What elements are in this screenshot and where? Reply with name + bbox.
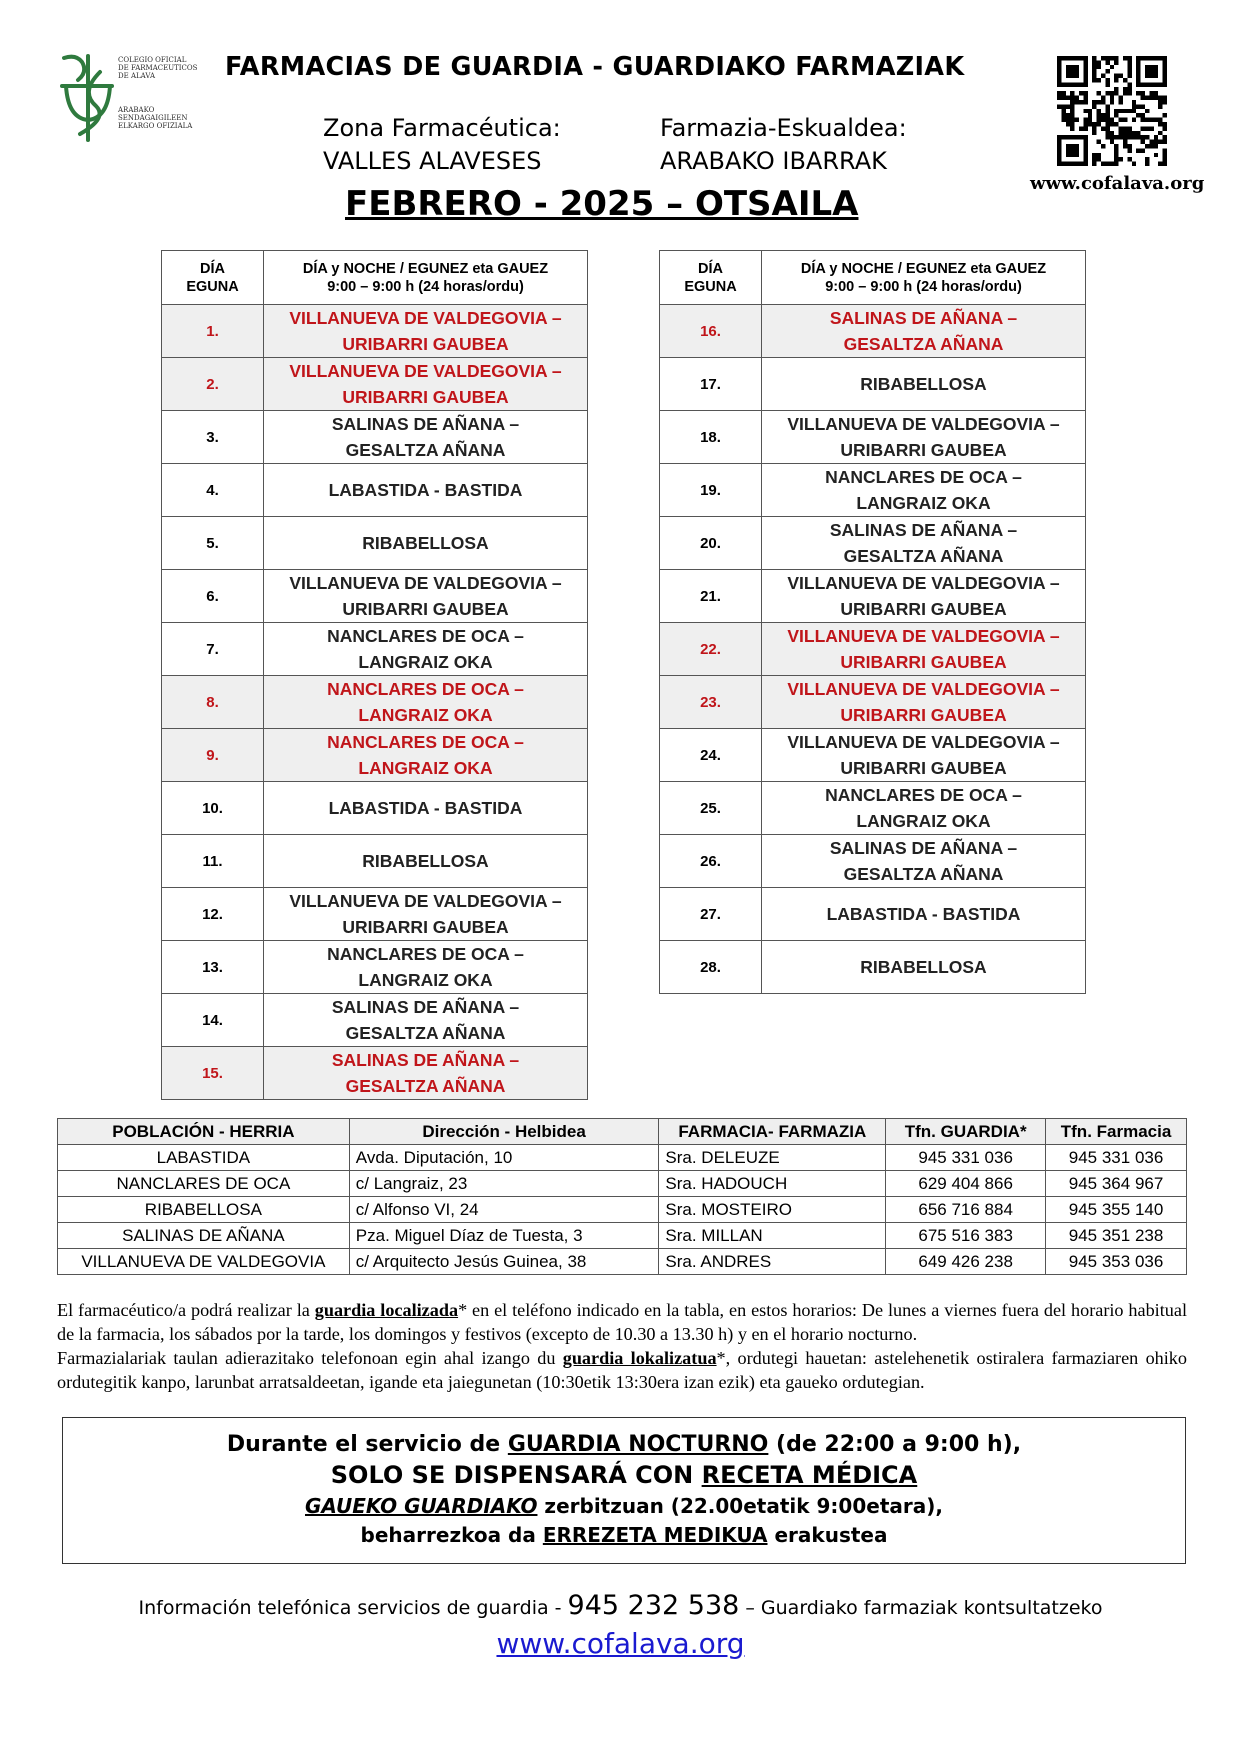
pharmacy-location-cell	[762, 411, 1086, 464]
pharmacy-location-cell	[264, 676, 588, 729]
pharmacy-location-cell	[264, 464, 588, 517]
day-cell: 21.	[660, 570, 762, 623]
day-cell: 27.	[660, 888, 762, 941]
pharmacy-phone-cell[interactable]: 945 351 238	[1046, 1223, 1187, 1249]
day-cell: 25.	[660, 782, 762, 835]
location-line-1: SALINAS DE AÑANA –	[331, 1050, 520, 1070]
calendar-header-row	[162, 251, 588, 305]
calendar-row	[660, 623, 1086, 676]
calendar-row	[660, 941, 1086, 994]
location-line-1: NANCLARES DE OCA –	[825, 467, 1022, 487]
logo-text-3: DE ALAVA	[118, 72, 155, 80]
calendar-row	[660, 305, 1086, 358]
table-row	[58, 1171, 1187, 1197]
night-l4c: erakustea	[767, 1523, 888, 1547]
pharmacy-location-cell	[264, 570, 588, 623]
website-link[interactable]: www.cofalava.org	[496, 1627, 745, 1660]
calendar-header-row	[660, 251, 1086, 305]
location-line-1: VILLANUEVA DE VALDEGOVIA –	[787, 414, 1060, 434]
table-row	[58, 1223, 1187, 1249]
night-l1b: GUARDIA NOCTURNO	[507, 1432, 769, 1457]
day-cell: 26.	[660, 835, 762, 888]
pharmacy-location-cell	[264, 623, 588, 676]
pharmacy-cell: Sra. MOSTEIRO	[659, 1197, 886, 1223]
address-cell: c/ Langraiz, 23	[349, 1171, 659, 1197]
pharmacy-location-cell	[264, 941, 588, 994]
pharmacy-location-cell	[762, 676, 1086, 729]
location-line-1: VILLANUEVA DE VALDEGOVIA –	[289, 573, 562, 593]
day-cell: 18.	[660, 411, 762, 464]
location-line-2: LANGRAIZ OKA	[358, 970, 493, 990]
location-line-1: VILLANUEVA DE VALDEGOVIA –	[787, 679, 1060, 699]
location-line-1: RIBABELLOSA	[860, 957, 987, 977]
zone-label-eu: Farmazia-Eskualdea:	[660, 114, 907, 142]
pharmacy-location-cell	[264, 835, 588, 888]
col-guard-phone: Tfn. GUARDIA*	[886, 1119, 1046, 1145]
calendar-row	[660, 782, 1086, 835]
qr-code-icon[interactable]	[1057, 56, 1167, 166]
calendar-table-right	[659, 250, 1086, 994]
night-l2a: SOLO SE DISPENSARÁ CON	[330, 1461, 702, 1489]
address-cell: c/ Arquitecto Jesús Guinea, 38	[349, 1249, 659, 1275]
pharmacy-location-cell	[762, 729, 1086, 782]
calendar-row	[162, 994, 588, 1047]
calendar-row	[660, 835, 1086, 888]
address-cell: c/ Alfonso VI, 24	[349, 1197, 659, 1223]
logo-text-1: COLEGIO OFICIAL	[118, 56, 187, 64]
logo-text-4: ARABAKO	[118, 106, 155, 114]
day-column-header	[660, 251, 762, 305]
day-header-es: DÍA	[698, 260, 723, 277]
day-cell: 9.	[162, 729, 264, 782]
location-line-1: LABASTIDA - BASTIDA	[328, 798, 523, 818]
calendar-row	[162, 358, 588, 411]
calendar-row	[660, 729, 1086, 782]
location-line-1: VILLANUEVA DE VALDEGOVIA –	[289, 891, 562, 911]
pharmacy-phone-cell[interactable]: 945 355 140	[1046, 1197, 1187, 1223]
calendar-row	[162, 623, 588, 676]
location-line-2: GESALTZA AÑANA	[345, 440, 506, 460]
day-cell: 3.	[162, 411, 264, 464]
day-cell: 22.	[660, 623, 762, 676]
day-cell: 5.	[162, 517, 264, 570]
location-line-2: URIBARRI GAUBEA	[840, 599, 1007, 619]
day-header-es: DÍA	[200, 260, 225, 277]
table-row	[58, 1249, 1187, 1275]
calendar-row	[162, 1047, 588, 1100]
calendar-row	[660, 358, 1086, 411]
calendar-row	[162, 570, 588, 623]
location-line-2: URIBARRI GAUBEA	[342, 387, 509, 407]
night-line-4	[63, 1523, 1185, 1547]
location-line-2: LANGRAIZ OKA	[856, 811, 991, 831]
col-pharmacy-phone: Tfn. Farmacia	[1046, 1119, 1187, 1145]
day-cell: 2.	[162, 358, 264, 411]
info-text-b: – Guardiako farmaziak kontsultatzeko	[739, 1597, 1103, 1619]
pharmacy-cell: Sra. DELEUZE	[659, 1145, 886, 1171]
calendar-row	[660, 464, 1086, 517]
calendar-row	[162, 517, 588, 570]
day-cell: 8.	[162, 676, 264, 729]
pharmacy-location-cell	[762, 464, 1086, 517]
calendar-row	[162, 782, 588, 835]
location-line-1: SALINAS DE AÑANA –	[331, 414, 520, 434]
population-cell: LABASTIDA	[58, 1145, 350, 1171]
night-line-1	[63, 1432, 1185, 1457]
guard-phone-cell[interactable]: 629 404 866	[886, 1171, 1046, 1197]
address-cell: Avda. Diputación, 10	[349, 1145, 659, 1171]
pharmacy-location-cell	[264, 729, 588, 782]
col-pharmacy: FARMACIA- FARMAZIA	[659, 1119, 886, 1145]
pharmacy-location-cell	[264, 517, 588, 570]
location-line-2: LANGRAIZ OKA	[358, 652, 493, 672]
night-line-3	[63, 1494, 1185, 1518]
calendar-row	[162, 676, 588, 729]
location-line-1: SALINAS DE AÑANA –	[331, 997, 520, 1017]
pharmacy-location-cell	[264, 994, 588, 1047]
night-l4b: ERREZETA MEDIKUA	[542, 1523, 768, 1547]
calendar-row	[162, 941, 588, 994]
note-es-text-c: * en el teléfono indicado en la tabla, en estos horarios: De lunes a viernes fuera del horario habitual de la farmacia, los sábados por la tarde, los domingos y festivos (excepto de 10.30 a 13.30 h) y en el horario nocturno.	[57, 1300, 1188, 1344]
table-row	[58, 1145, 1187, 1171]
location-line-2: URIBARRI GAUBEA	[840, 758, 1007, 778]
calendar-row	[660, 570, 1086, 623]
day-cell: 14.	[162, 994, 264, 1047]
day-cell: 13.	[162, 941, 264, 994]
calendar-row	[162, 464, 588, 517]
location-line-2: URIBARRI GAUBEA	[342, 917, 509, 937]
pharmacy-table	[57, 1118, 1187, 1275]
location-line-1: VILLANUEVA DE VALDEGOVIA –	[787, 732, 1060, 752]
pharmacy-location-cell	[762, 888, 1086, 941]
location-line-2: LANGRAIZ OKA	[856, 493, 991, 513]
shift-column-header	[264, 251, 588, 305]
location-line-1: NANCLARES DE OCA –	[327, 679, 524, 699]
pharmacy-location-cell	[762, 782, 1086, 835]
calendar-row	[660, 411, 1086, 464]
info-text-a: Información telefónica servicios de guardia -	[138, 1597, 568, 1619]
day-cell: 10.	[162, 782, 264, 835]
pharmacy-location-cell	[264, 411, 588, 464]
shift-header-title: DÍA y NOCHE / EGUNEZ eta GAUEZ	[800, 260, 1047, 277]
note-eu-highlight: guardia lokalizatua	[562, 1348, 717, 1368]
location-line-2: GESALTZA AÑANA	[345, 1023, 506, 1043]
note-es-highlight: guardia localizada	[314, 1300, 459, 1320]
pharmacy-location-cell	[264, 888, 588, 941]
night-l1c: (de 22:00 a 9:00 h),	[768, 1432, 1022, 1457]
night-l3b: zerbitzuan (22.00etatik 9:00etara),	[537, 1494, 943, 1518]
night-service-box	[62, 1417, 1186, 1564]
pharmacy-location-cell	[762, 358, 1086, 411]
location-line-2: URIBARRI GAUBEA	[342, 599, 509, 619]
location-line-1: RIBABELLOSA	[362, 851, 489, 871]
day-cell: 24.	[660, 729, 762, 782]
logo-text-6: ELKARGO OFIZIALA	[118, 122, 193, 130]
calendar-row	[162, 888, 588, 941]
day-cell: 1.	[162, 305, 264, 358]
location-line-1: VILLANUEVA DE VALDEGOVIA –	[289, 361, 562, 381]
zone-value-es: VALLES ALAVESES	[323, 147, 542, 175]
location-line-2: URIBARRI GAUBEA	[840, 705, 1007, 725]
day-cell: 7.	[162, 623, 264, 676]
pharmacy-location-cell	[762, 517, 1086, 570]
day-cell: 17.	[660, 358, 762, 411]
pharmacy-location-cell	[762, 305, 1086, 358]
population-cell: SALINAS DE AÑANA	[58, 1223, 350, 1249]
guard-phone-cell[interactable]: 675 516 383	[886, 1223, 1046, 1249]
location-line-1: SALINAS DE AÑANA –	[829, 520, 1018, 540]
day-column-header	[162, 251, 264, 305]
day-cell: 11.	[162, 835, 264, 888]
location-line-1: NANCLARES DE OCA –	[327, 944, 524, 964]
guard-phone-cell[interactable]: 649 426 238	[886, 1249, 1046, 1275]
pharmacy-location-cell	[264, 1047, 588, 1100]
zone-value-eu: ARABAKO IBARRAK	[660, 147, 887, 175]
location-line-1: RIBABELLOSA	[362, 533, 489, 553]
month-title: FEBRERO - 2025 – OTSAILA	[345, 184, 859, 224]
pharmacy-header-row	[58, 1119, 1187, 1145]
location-line-1: LABASTIDA - BASTIDA	[826, 904, 1021, 924]
location-line-1: LABASTIDA - BASTIDA	[328, 480, 523, 500]
calendar-row	[162, 305, 588, 358]
pharmacy-location-cell	[762, 835, 1086, 888]
guard-phone-cell[interactable]: 656 716 884	[886, 1197, 1046, 1223]
location-line-2: URIBARRI GAUBEA	[342, 334, 509, 354]
pharmacy-phone-cell[interactable]: 945 364 967	[1046, 1171, 1187, 1197]
day-cell: 20.	[660, 517, 762, 570]
shift-header-title: DÍA y NOCHE / EGUNEZ eta GAUEZ	[302, 260, 549, 277]
location-line-1: NANCLARES DE OCA –	[327, 626, 524, 646]
population-cell: VILLANUEVA DE VALDEGOVIA	[58, 1249, 350, 1275]
day-cell: 28.	[660, 941, 762, 994]
page-title: FARMACIAS DE GUARDIA - GUARDIAKO FARMAZIAK	[225, 52, 965, 82]
pharmacy-location-cell	[762, 570, 1086, 623]
pharmacy-phone-cell[interactable]: 945 331 036	[1046, 1145, 1187, 1171]
calendar-row	[162, 835, 588, 888]
night-l2b: RECETA MÉDICA	[701, 1461, 918, 1489]
zone-label-es: Zona Farmacéutica:	[323, 114, 561, 142]
pharmacy-location-cell	[264, 305, 588, 358]
pharmacy-location-cell	[762, 623, 1086, 676]
shift-column-header	[762, 251, 1086, 305]
note-eu-text-a: Farmazialariak taulan adierazitako telefonoan egin ahal izango du	[57, 1348, 563, 1368]
location-line-2: GESALTZA AÑANA	[843, 864, 1004, 884]
pharmacy-location-cell	[762, 941, 1086, 994]
night-line-2	[63, 1461, 1185, 1489]
shift-header-hours: 9:00 – 9:00 h (24 horas/ordu)	[825, 278, 1022, 295]
location-line-1: NANCLARES DE OCA –	[825, 785, 1022, 805]
pharmacy-cell: Sra. MILLAN	[659, 1223, 886, 1249]
night-l4a: beharrezkoa da	[360, 1523, 543, 1547]
night-l3a: GAUEKO GUARDIAKO	[305, 1494, 538, 1518]
day-cell: 6.	[162, 570, 264, 623]
population-cell: NANCLARES DE OCA	[58, 1171, 350, 1197]
location-line-2: GESALTZA AÑANA	[843, 334, 1004, 354]
info-phone[interactable]: 945 232 538	[567, 1590, 740, 1621]
guard-note	[57, 1298, 1187, 1394]
day-cell: 4.	[162, 464, 264, 517]
day-header-eu: EGUNA	[684, 278, 737, 295]
location-line-1: RIBABELLOSA	[860, 374, 987, 394]
college-logo	[58, 52, 228, 144]
calendar-row	[660, 517, 1086, 570]
day-cell: 16.	[660, 305, 762, 358]
note-eu-text-c: *, ordutegi hauetan: astelehenetik ostiralera farmaziaren ohiko ordutegitik kanpo, larunbat arratsaldeetan, igande eta jaiegunetan (10:30etik 13:30era izan ezik) eta gaueko ordutegian.	[57, 1348, 1187, 1392]
location-line-1: SALINAS DE AÑANA –	[829, 308, 1018, 328]
pharmacy-location-cell	[264, 782, 588, 835]
location-line-1: NANCLARES DE OCA –	[327, 732, 524, 752]
pharmacy-phone-cell[interactable]: 945 353 036	[1046, 1249, 1187, 1275]
location-line-1: SALINAS DE AÑANA –	[829, 838, 1018, 858]
shift-header-hours: 9:00 – 9:00 h (24 horas/ordu)	[327, 278, 524, 295]
pharmacy-bowl-serpent-icon	[58, 52, 118, 144]
guard-phone-cell[interactable]: 945 331 036	[886, 1145, 1046, 1171]
day-cell: 12.	[162, 888, 264, 941]
col-address: Dirección - Helbidea	[349, 1119, 659, 1145]
day-cell: 23.	[660, 676, 762, 729]
day-cell: 15.	[162, 1047, 264, 1100]
day-cell: 19.	[660, 464, 762, 517]
location-line-1: VILLANUEVA DE VALDEGOVIA –	[289, 308, 562, 328]
location-line-2: GESALTZA AÑANA	[843, 546, 1004, 566]
phone-info-line	[0, 1590, 1241, 1621]
calendar-row	[660, 676, 1086, 729]
calendar-row	[660, 888, 1086, 941]
location-line-2: LANGRAIZ OKA	[358, 758, 493, 778]
location-line-1: VILLANUEVA DE VALDEGOVIA –	[787, 573, 1060, 593]
calendar-table-left	[161, 250, 588, 1100]
note-basque	[57, 1346, 1187, 1394]
location-line-2: LANGRAIZ OKA	[358, 705, 493, 725]
calendar-row	[162, 411, 588, 464]
website-top[interactable]: www.cofalava.org	[1030, 173, 1205, 194]
night-l1a: Durante el servicio de	[226, 1432, 508, 1457]
note-spanish	[57, 1298, 1187, 1346]
calendar-row	[162, 729, 588, 782]
location-line-1: VILLANUEVA DE VALDEGOVIA –	[787, 626, 1060, 646]
note-es-text-a: El farmacéutico/a podrá realizar la	[57, 1300, 315, 1320]
location-line-2: GESALTZA AÑANA	[345, 1076, 506, 1096]
pharmacy-cell: Sra. ANDRES	[659, 1249, 886, 1275]
location-line-2: URIBARRI GAUBEA	[840, 652, 1007, 672]
population-cell: RIBABELLOSA	[58, 1197, 350, 1223]
location-line-2: URIBARRI GAUBEA	[840, 440, 1007, 460]
address-cell: Pza. Miguel Díaz de Tuesta, 3	[349, 1223, 659, 1249]
table-row	[58, 1197, 1187, 1223]
pharmacy-cell: Sra. HADOUCH	[659, 1171, 886, 1197]
day-header-eu: EGUNA	[186, 278, 239, 295]
col-population: POBLACIÓN - HERRIA	[58, 1119, 350, 1145]
logo-text-5: SENDAGAIGILEEN	[118, 114, 188, 122]
pharmacy-location-cell	[264, 358, 588, 411]
logo-text-2: DE FARMACEUTICOS	[118, 64, 198, 72]
